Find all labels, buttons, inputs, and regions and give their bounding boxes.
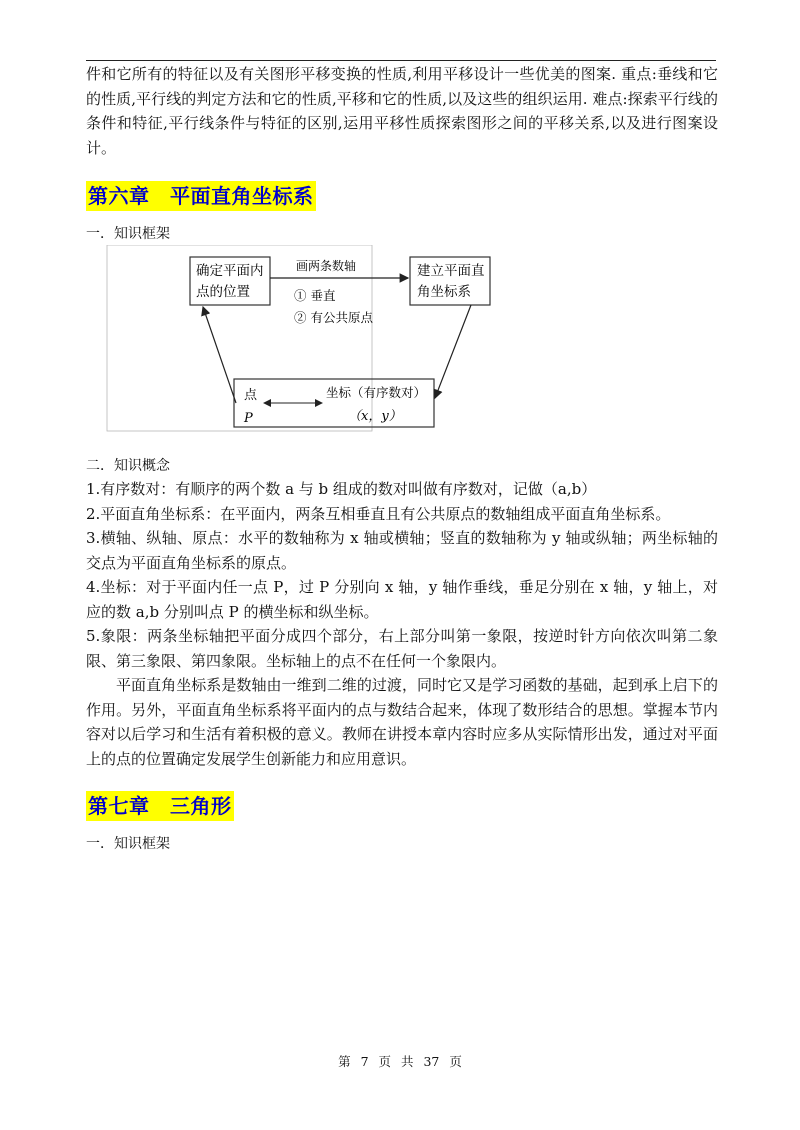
chapter7-framework-heading: 一．知识框架: [86, 836, 170, 852]
arrow-label: 画两条数轴: [296, 259, 357, 273]
condition-perpendicular: ① 垂直: [294, 288, 336, 303]
intro-paragraph: 件和它所有的特征以及有关图形平移变换的性质,利用平移设计一些优美的图案. 重点:垂线和它的性质,平行线的判定方法和它的性质,平移和它的性质,以及这些的组织运用. 难点:探索平行线的条件和特征,平行线条件与特征的区别,运用平移性质探索图形之间的平移关系,以及进行图案设计。: [86, 65, 718, 157]
concept-3: 3.横轴、纵轴、原点：水平的数轴称为 x 轴或横轴；竖直的数轴称为 y 轴或纵轴；两坐标轴的交点为平面直角坐标系的原点。: [86, 529, 718, 572]
chapter7-title: 第七章 三角形: [86, 791, 234, 821]
chapter6-heading: [86, 181, 718, 211]
chapter6-summary: 平面直角坐标系是数轴由一维到二维的过渡，同时它又是学习函数的基础，起到承上启下的作用。另外，平面直角坐标系将平面内的点与数结合起来，体现了数形结合的思想。掌握本节内容对以后学习和生活有着积极的意义。教师在讲授本章内容时应多从实际情形出发，通过对平面上的点的位置确定发展学生创新能力和应用意识。: [86, 676, 718, 768]
chapter6-concepts-heading: 二．知识概念: [86, 458, 170, 474]
arrow-right-down: [435, 305, 471, 398]
chapter7-heading: [86, 791, 718, 821]
box-left-line2: 点的位置: [196, 284, 250, 300]
bottom-coord-label: 坐标（有序数对）: [326, 385, 427, 400]
concept-2: 2.平面直角坐标系：在平面内，两条互相垂直且有公共原点的数轴组成平面直角坐标系。: [86, 504, 671, 523]
framework-diagram-svg: [86, 245, 718, 435]
bottom-p-label: P: [244, 411, 253, 426]
header-rule: [86, 60, 716, 61]
box-right-line1: 建立平面直: [417, 263, 485, 279]
bottom-xy-label: （x，y）: [348, 409, 402, 424]
page-content: [86, 62, 718, 855]
bottom-point-label: 点: [244, 388, 258, 403]
concept-1: 1.有序数对：有顺序的两个数 a 与 b 组成的数对叫做有序数对，记做（a,b）: [86, 480, 597, 498]
coordinate-framework-diagram: [86, 245, 718, 435]
concept-4: 4.坐标：对于平面内任一点 P，过 P 分别向 x 轴，y 轴作垂线，垂足分别在 x 轴，y 轴上，对应的数 a,b 分别叫点 P 的横坐标和纵坐标。: [86, 578, 718, 621]
condition-common-origin: ② 有公共原点: [294, 310, 373, 325]
box-right-line2: 角坐标系: [417, 284, 471, 300]
page-footer: 第 7 页 共 37 页: [338, 1054, 462, 1069]
chapter6-framework-heading: 一．知识框架: [86, 226, 170, 242]
chapter6-title: 第六章 平面直角坐标系: [86, 181, 316, 211]
box-left-line1: 确定平面内: [196, 263, 264, 279]
concept-5: 5.象限：两条坐标轴把平面分成四个部分，右上部分叫第一象限，按逆时针方向依次叫第二象限、第三象限、第四象限。坐标轴上的点不在任何一个象限内。: [86, 627, 718, 670]
